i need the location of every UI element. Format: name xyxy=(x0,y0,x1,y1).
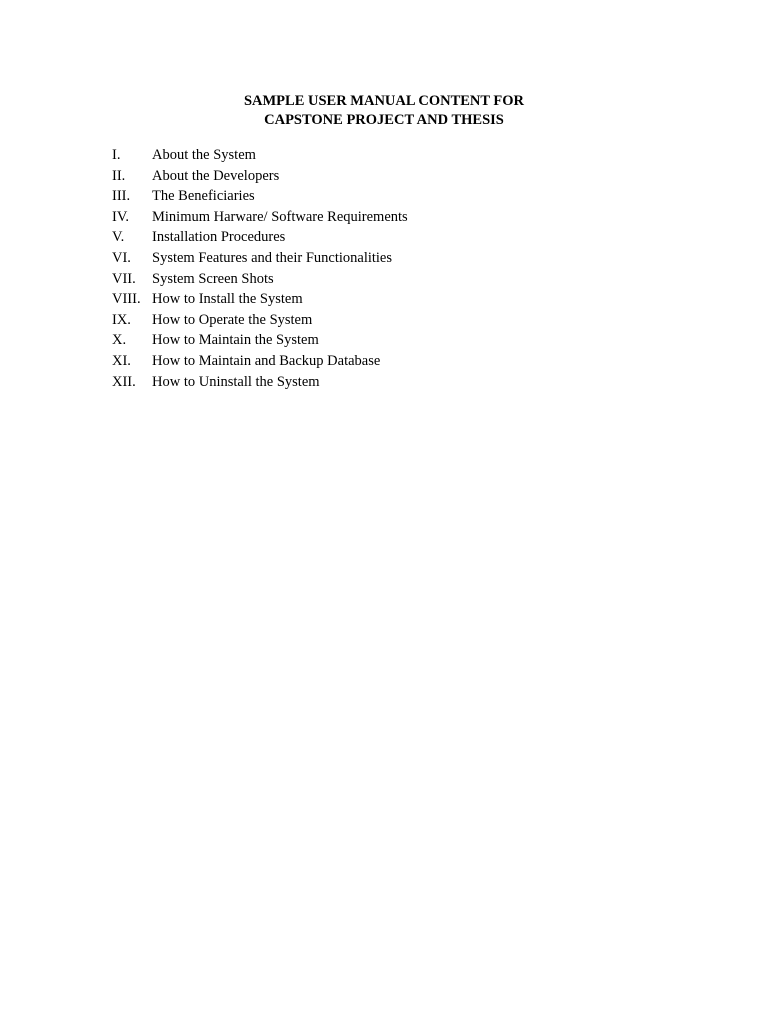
item-text: About the System xyxy=(152,147,256,163)
list-item xyxy=(112,145,408,166)
item-number: IV. xyxy=(112,208,130,225)
contents-list xyxy=(112,145,408,392)
item-text: The Beneficiaries xyxy=(152,188,255,205)
item-text: How to Maintain the System xyxy=(152,332,319,349)
list-item xyxy=(112,186,408,207)
item-text: How to Install the System xyxy=(152,291,303,308)
list-item xyxy=(112,330,408,351)
item-number: I. xyxy=(112,147,121,163)
list-item xyxy=(112,166,408,187)
item-number: X. xyxy=(112,332,127,349)
list-item xyxy=(112,207,408,228)
item-text: System Features and their Functionalities xyxy=(152,249,393,266)
item-number: XI. xyxy=(112,352,131,369)
list-item xyxy=(112,351,408,372)
list-item xyxy=(112,289,408,310)
list-item xyxy=(112,310,408,331)
list-item xyxy=(112,269,408,290)
item-number: VIII. xyxy=(112,291,141,308)
item-number: IX. xyxy=(112,311,131,328)
item-text: How to Uninstall the System xyxy=(152,373,320,390)
item-text: About the Developers xyxy=(152,167,280,184)
item-text: How to Maintain and Backup Database xyxy=(152,352,381,369)
item-number: II. xyxy=(112,167,126,184)
item-text: How to Operate the System xyxy=(152,311,313,328)
item-number: III. xyxy=(112,188,131,205)
list-item xyxy=(112,227,408,248)
item-number: V. xyxy=(112,229,125,246)
title-line-1: SAMPLE USER MANUAL CONTENT FOR xyxy=(243,93,525,109)
item-text: Minimum Harware/ Software Requirements xyxy=(152,208,408,225)
title-line-2: CAPSTONE PROJECT AND THESIS xyxy=(264,112,504,128)
list-item xyxy=(112,372,408,393)
item-number: XII. xyxy=(112,373,136,390)
list-item xyxy=(112,248,408,269)
item-number: VI. xyxy=(112,249,131,266)
document-title xyxy=(0,92,768,130)
item-text: Installation Procedures xyxy=(152,229,286,246)
item-text: System Screen Shots xyxy=(152,270,274,287)
item-number: VII. xyxy=(112,270,136,287)
